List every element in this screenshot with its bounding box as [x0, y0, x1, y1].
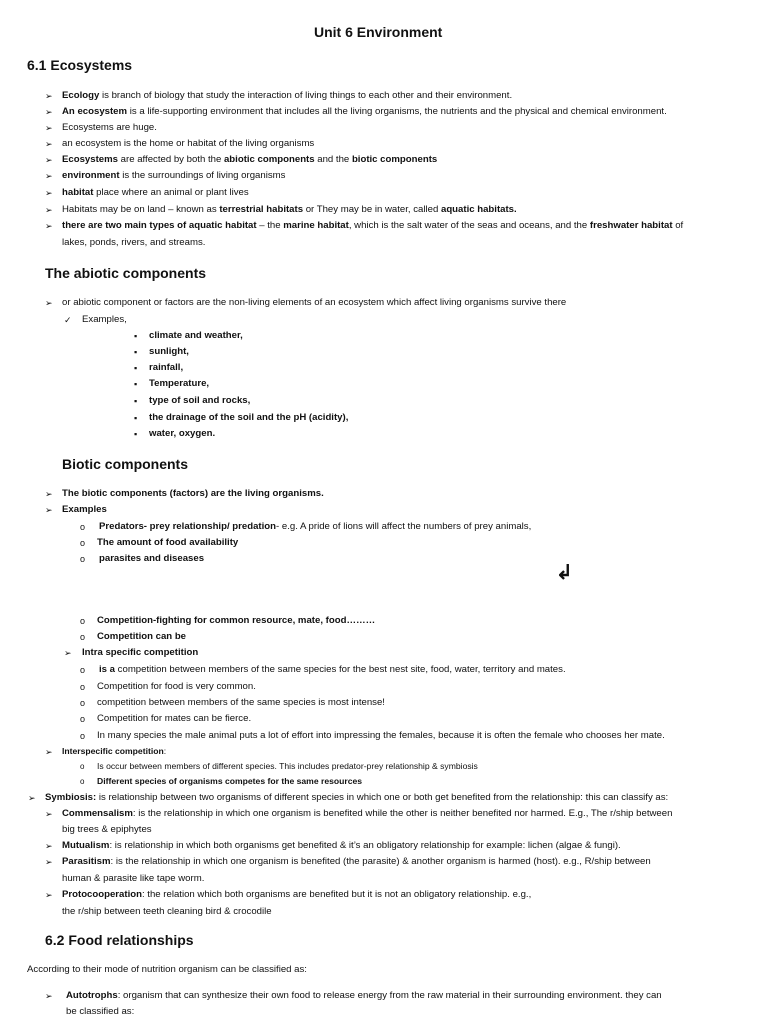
list-item-continuation: big trees & epiphytes: [62, 824, 152, 835]
arrowhead-bullet-icon: ➢: [45, 91, 53, 101]
arrowhead-bullet-icon: ➢: [45, 505, 53, 515]
circle-bullet-icon: o: [80, 554, 86, 564]
list-item: Competition for food is very common.: [97, 681, 256, 692]
arrowhead-bullet-icon: ➢: [45, 991, 53, 1001]
intraspecific-label: Intra specific competition: [82, 647, 199, 658]
arrowhead-bullet-icon: ➢: [45, 123, 53, 133]
list-item: Is occur between members of different species. This includes predator-prey relationship & symbiosis: [97, 761, 478, 771]
list-item-continuation: lakes, ponds, rivers, and streams.: [62, 237, 206, 248]
square-bullet-icon: ▪: [134, 379, 138, 389]
square-bullet-icon: ▪: [134, 413, 138, 423]
list-item: Competition for mates can be fierce.: [97, 713, 252, 724]
circle-bullet-icon: o: [80, 698, 86, 708]
list-item-continuation: the r/ship between teeth cleaning bird & crocodile: [62, 906, 272, 917]
list-item: environment is the surroundings of living organisms: [62, 170, 286, 181]
list-item: Commensalism: is the relationship in which one organism is benefited while the other is neither benefited nor harmed. E.g., The r/ship between: [62, 808, 673, 819]
circle-bullet-icon: o: [80, 762, 85, 771]
section-heading-biotic: Biotic components: [62, 456, 189, 472]
biotic-intro: The biotic components (factors) are the living organisms.: [62, 488, 324, 499]
arrowhead-bullet-icon: ➢: [45, 221, 53, 231]
list-item: Parasitism: is the relationship in which one organism is benefited (the parasite) & another organism is harmed (host). e.g., R/ship between: [62, 856, 651, 867]
list-item: sunlight,: [149, 346, 189, 357]
arrowhead-bullet-icon: ➢: [45, 489, 53, 499]
biotic-examples-label: Examples: [62, 504, 107, 515]
circle-bullet-icon: o: [80, 616, 86, 626]
section-heading-food-relationships: 6.2 Food relationships: [45, 932, 194, 948]
circle-bullet-icon: o: [80, 665, 86, 675]
list-item: Mutualism: is relationship in which both organisms get benefited & it’s an obligatory relationship for example: lichen (algae & fungi).: [62, 840, 621, 851]
section-heading-ecosystems: 6.1 Ecosystems: [27, 57, 133, 73]
arrowhead-bullet-icon: ➢: [45, 890, 53, 900]
arrowhead-bullet-icon: ➢: [45, 155, 53, 165]
list-item: The amount of food availability: [97, 537, 239, 548]
arrowhead-bullet-icon: ➢: [45, 841, 53, 851]
square-bullet-icon: ▪: [134, 396, 138, 406]
abiotic-intro: or abiotic component or factors are the non-living elements of an ecosystem which affect living organisms survive there: [62, 297, 567, 308]
square-bullet-icon: ▪: [134, 331, 138, 341]
list-item: there are two main types of aquatic habitat – the marine habitat, which is the salt water of the seas and oceans, and the freshwater habitat of: [62, 220, 684, 231]
symbiosis-definition: Symbiosis: is relationship between two organisms of different species in which one or both get benefited from the relationship: this can classify as:: [45, 792, 669, 803]
list-item: Different species of organisms competes for the same resources: [97, 776, 363, 786]
list-item: Temperature,: [149, 378, 210, 389]
square-bullet-icon: ▪: [134, 363, 138, 373]
interspecific-label: Interspecific competition:: [62, 746, 167, 756]
arrowhead-bullet-icon: ➢: [45, 139, 53, 149]
list-item: An ecosystem is a life-supporting environment that includes all the living organisms, the nutrients and the physical and chemical environment.: [62, 106, 667, 117]
circle-bullet-icon: o: [80, 682, 86, 692]
list-item: Protocooperation: the relation which both organisms are benefited but it is not an obligatory relationship. e.g.,: [62, 889, 532, 900]
list-item: Competition can be: [97, 631, 187, 642]
arrowhead-bullet-icon: ➢: [45, 747, 53, 757]
check-bullet-icon: ✓: [64, 315, 72, 325]
list-item: habitat place where an animal or plant lives: [62, 187, 249, 198]
list-item: water, oxygen.: [149, 428, 216, 439]
list-item: Ecosystems are huge.: [62, 122, 157, 133]
list-item: In many species the male animal puts a lot of effort into impressing the females, because it is often the female who chooses her mate.: [97, 730, 665, 741]
list-item: Ecosystems are affected by both the abiotic components and the biotic components: [62, 154, 438, 165]
list-item: parasites and diseases: [99, 553, 205, 564]
list-item: Predators- prey relationship/ predation- e.g. A pride of lions will affect the numbers of prey animals,: [99, 521, 532, 532]
list-item: type of soil and rocks,: [149, 395, 251, 406]
section-heading-abiotic: The abiotic components: [45, 265, 207, 281]
list-item: rainfall,: [149, 362, 184, 373]
circle-bullet-icon: o: [80, 522, 86, 532]
circle-bullet-icon: o: [80, 714, 86, 724]
down-arrow-icon: ↲: [556, 562, 573, 584]
circle-bullet-icon: o: [80, 632, 86, 642]
food-relationships-intro: According to their mode of nutrition organism can be classified as:: [27, 964, 307, 975]
arrowhead-bullet-icon: ➢: [45, 809, 53, 819]
page-title: Unit 6 Environment: [314, 24, 443, 40]
abiotic-examples-label: Examples,: [82, 314, 127, 325]
list-item: an ecosystem is the home or habitat of the living organisms: [62, 138, 315, 149]
circle-bullet-icon: o: [80, 538, 86, 548]
square-bullet-icon: ▪: [134, 347, 138, 357]
arrowhead-bullet-icon: ➢: [45, 188, 53, 198]
list-item: Ecology is branch of biology that study the interaction of living things to each other and their environment.: [62, 90, 513, 101]
arrowhead-bullet-icon: ➢: [45, 857, 53, 867]
arrowhead-bullet-icon: ➢: [45, 298, 53, 308]
list-item-continuation: human & parasite like tape worm.: [62, 873, 205, 884]
list-item: Autotrophs: organism that can synthesize their own food to release energy from the raw material in their surrounding environment. they can: [66, 990, 662, 1001]
arrowhead-bullet-icon: ➢: [45, 107, 53, 117]
list-item: the drainage of the soil and the pH (acidity),: [149, 412, 349, 423]
list-item: Competition-fighting for common resource, mate, food………: [97, 615, 376, 626]
arrowhead-bullet-icon: ➢: [45, 205, 53, 215]
list-item: climate and weather,: [149, 330, 243, 341]
square-bullet-icon: ▪: [134, 429, 138, 439]
arrowhead-bullet-icon: ➢: [28, 793, 36, 803]
arrowhead-bullet-icon: ➢: [64, 648, 72, 658]
list-item: Habitats may be on land – known as terrestrial habitats or They may be in water, called aquatic habitats.: [62, 204, 517, 215]
list-item-continuation: be classified as:: [66, 1006, 135, 1017]
circle-bullet-icon: o: [80, 777, 85, 786]
list-item: is a competition between members of the same species for the best nest site, food, water, territory and mates.: [99, 664, 566, 675]
list-item: competition between members of the same species is most intense!: [97, 697, 385, 708]
arrowhead-bullet-icon: ➢: [45, 171, 53, 181]
circle-bullet-icon: o: [80, 731, 86, 741]
